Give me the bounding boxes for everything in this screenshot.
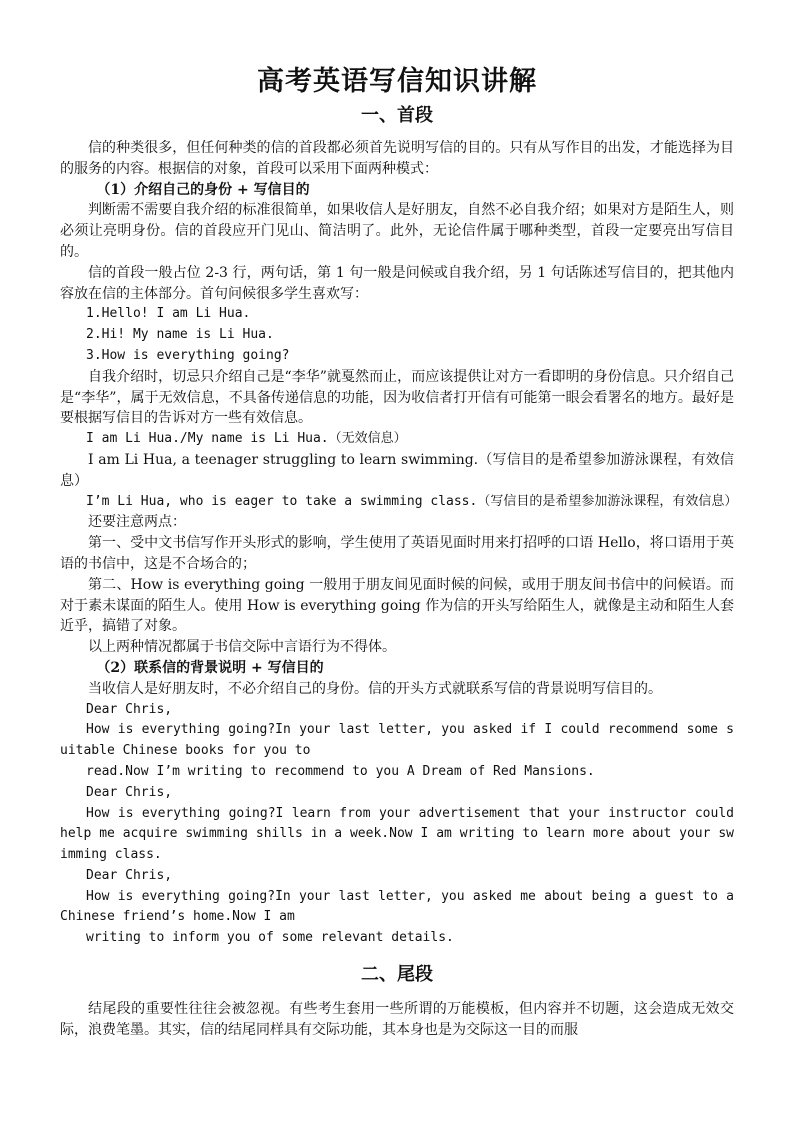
letter1-body: How is everything going?In your last letter, you asked if I could recommend some suitable Chinese books for you to	[60, 722, 734, 759]
example-3: 3.How is everything going?	[86, 347, 290, 363]
letter2-salutation: Dear Chris,	[86, 784, 173, 800]
section2-paragraph-1: 结尾段的重要性往往会被忽视。有些考生套用一些所谓的万能模板，但内容并不切题，这会造成无效交际，浪费笔墨。其实，信的结尾同样具有交际功能，其本身也是为交际这一目的而服	[60, 1001, 734, 1038]
document-title: 高考英语写信知识讲解	[257, 66, 537, 97]
mode1-paragraph-4: 还要注意两点：	[88, 514, 186, 531]
example-1: 1.Hello! I am Li Hua.	[86, 306, 251, 322]
mode2-paragraph-1: 当收信人是好朋友时，不必介绍自己的身份。信的开头方式就联系写信的背景说明写信目的。	[88, 680, 662, 697]
letter2-body: How is everything going?I learn from your advertisement that your instructor could help me acquire swimming shills in a week.Now I am writing to learn more about your swimming class.	[60, 805, 734, 863]
mode2-heading: （2）联系信的背景说明 + 写信目的	[96, 659, 324, 676]
section1-intro: 信的种类很多，但任何种类的信的首段都必须首先说明写信的目的。只有从写作目的出发，才能选择为目的服务的内容。根据信的对象，首段可以采用下面两种模式：	[60, 140, 734, 177]
mode1-paragraph-6: 第二、How is everything going 一般用于朋友间见面时候的问候，或用于朋友间书信中的问候语。而对于素未谋面的陌生人。使用 How is everything going 作为信的开头写给陌生人，就像是主动和陌生人套近乎，搞错了对象。	[60, 576, 734, 635]
example-4: I am Li Hua./My name is Li Hua.（无效信息）	[86, 431, 407, 447]
example-5: I am Li Hua, a teenager struggling to learn swimming.（写信目的是希望参加游泳课程，有效信息）	[60, 451, 734, 489]
mode1-paragraph-1: 判断需不需要自我介绍的标准很简单，如果收信人是好朋友，自然不必自我介绍；如果对方是陌生人，则必须让亮明身份。信的首段应开门见山、简洁明了。此外，无论信件属于哪种类型，首段一定要亮出写信目的。	[60, 202, 734, 260]
mode1-paragraph-2: 信的首段一般占位 2-3 行，两句话，第 1 句一般是问候或自我介绍，另 1 句话陈述写信目的，把其他内容放在信的主体部分。首句问候很多学生喜欢写：	[60, 264, 734, 302]
example-2: 2.Hi! My name is Li Hua.	[86, 327, 274, 343]
mode1-paragraph-5: 第一、受中文书信写作开头形式的影响，学生使用了英语见面时用来打招呼的口语 Hello，将口语用于英语的书信中，这是不合场合的；	[60, 535, 734, 572]
letter1-salutation: Dear Chris,	[86, 701, 173, 717]
letter3-salutation: Dear Chris,	[86, 867, 173, 883]
mode1-heading: （1）介绍自己的身份 + 写信目的	[96, 181, 310, 198]
mode1-paragraph-3: 自我介绍时，切忌只介绍自己是“李华”就戛然而止，而应该提供让对方一看即明的身份信息。只介绍自己是“李华”，属于无效信息，不具备传递信息的功能，因为收信者打开信有可能第一眼会看署名的地方。最好是要根据写信目的告诉对方一些有效信息。	[60, 368, 734, 427]
example-6: I’m Li Hua, who is eager to take a swimming class.（写信目的是希望参加游泳课程，有效信息）	[86, 493, 738, 509]
mode1-paragraph-7: 以上两种情况都属于书信交际中言语行为不得体。	[88, 639, 396, 656]
letter3-body: How is everything going?In your last letter, you asked me about being a guest to a Chinese friend’s home.Now I am	[60, 888, 734, 925]
letter3-body-continued: writing to inform you of some relevant details.	[86, 930, 454, 946]
letter1-body-continued: read.Now I’m writing to recommend to you A Dream of Red Mansions.	[86, 763, 595, 779]
section-heading-first-paragraph: 一、首段	[361, 105, 433, 126]
section-heading-last-paragraph: 二、尾段	[361, 964, 433, 986]
